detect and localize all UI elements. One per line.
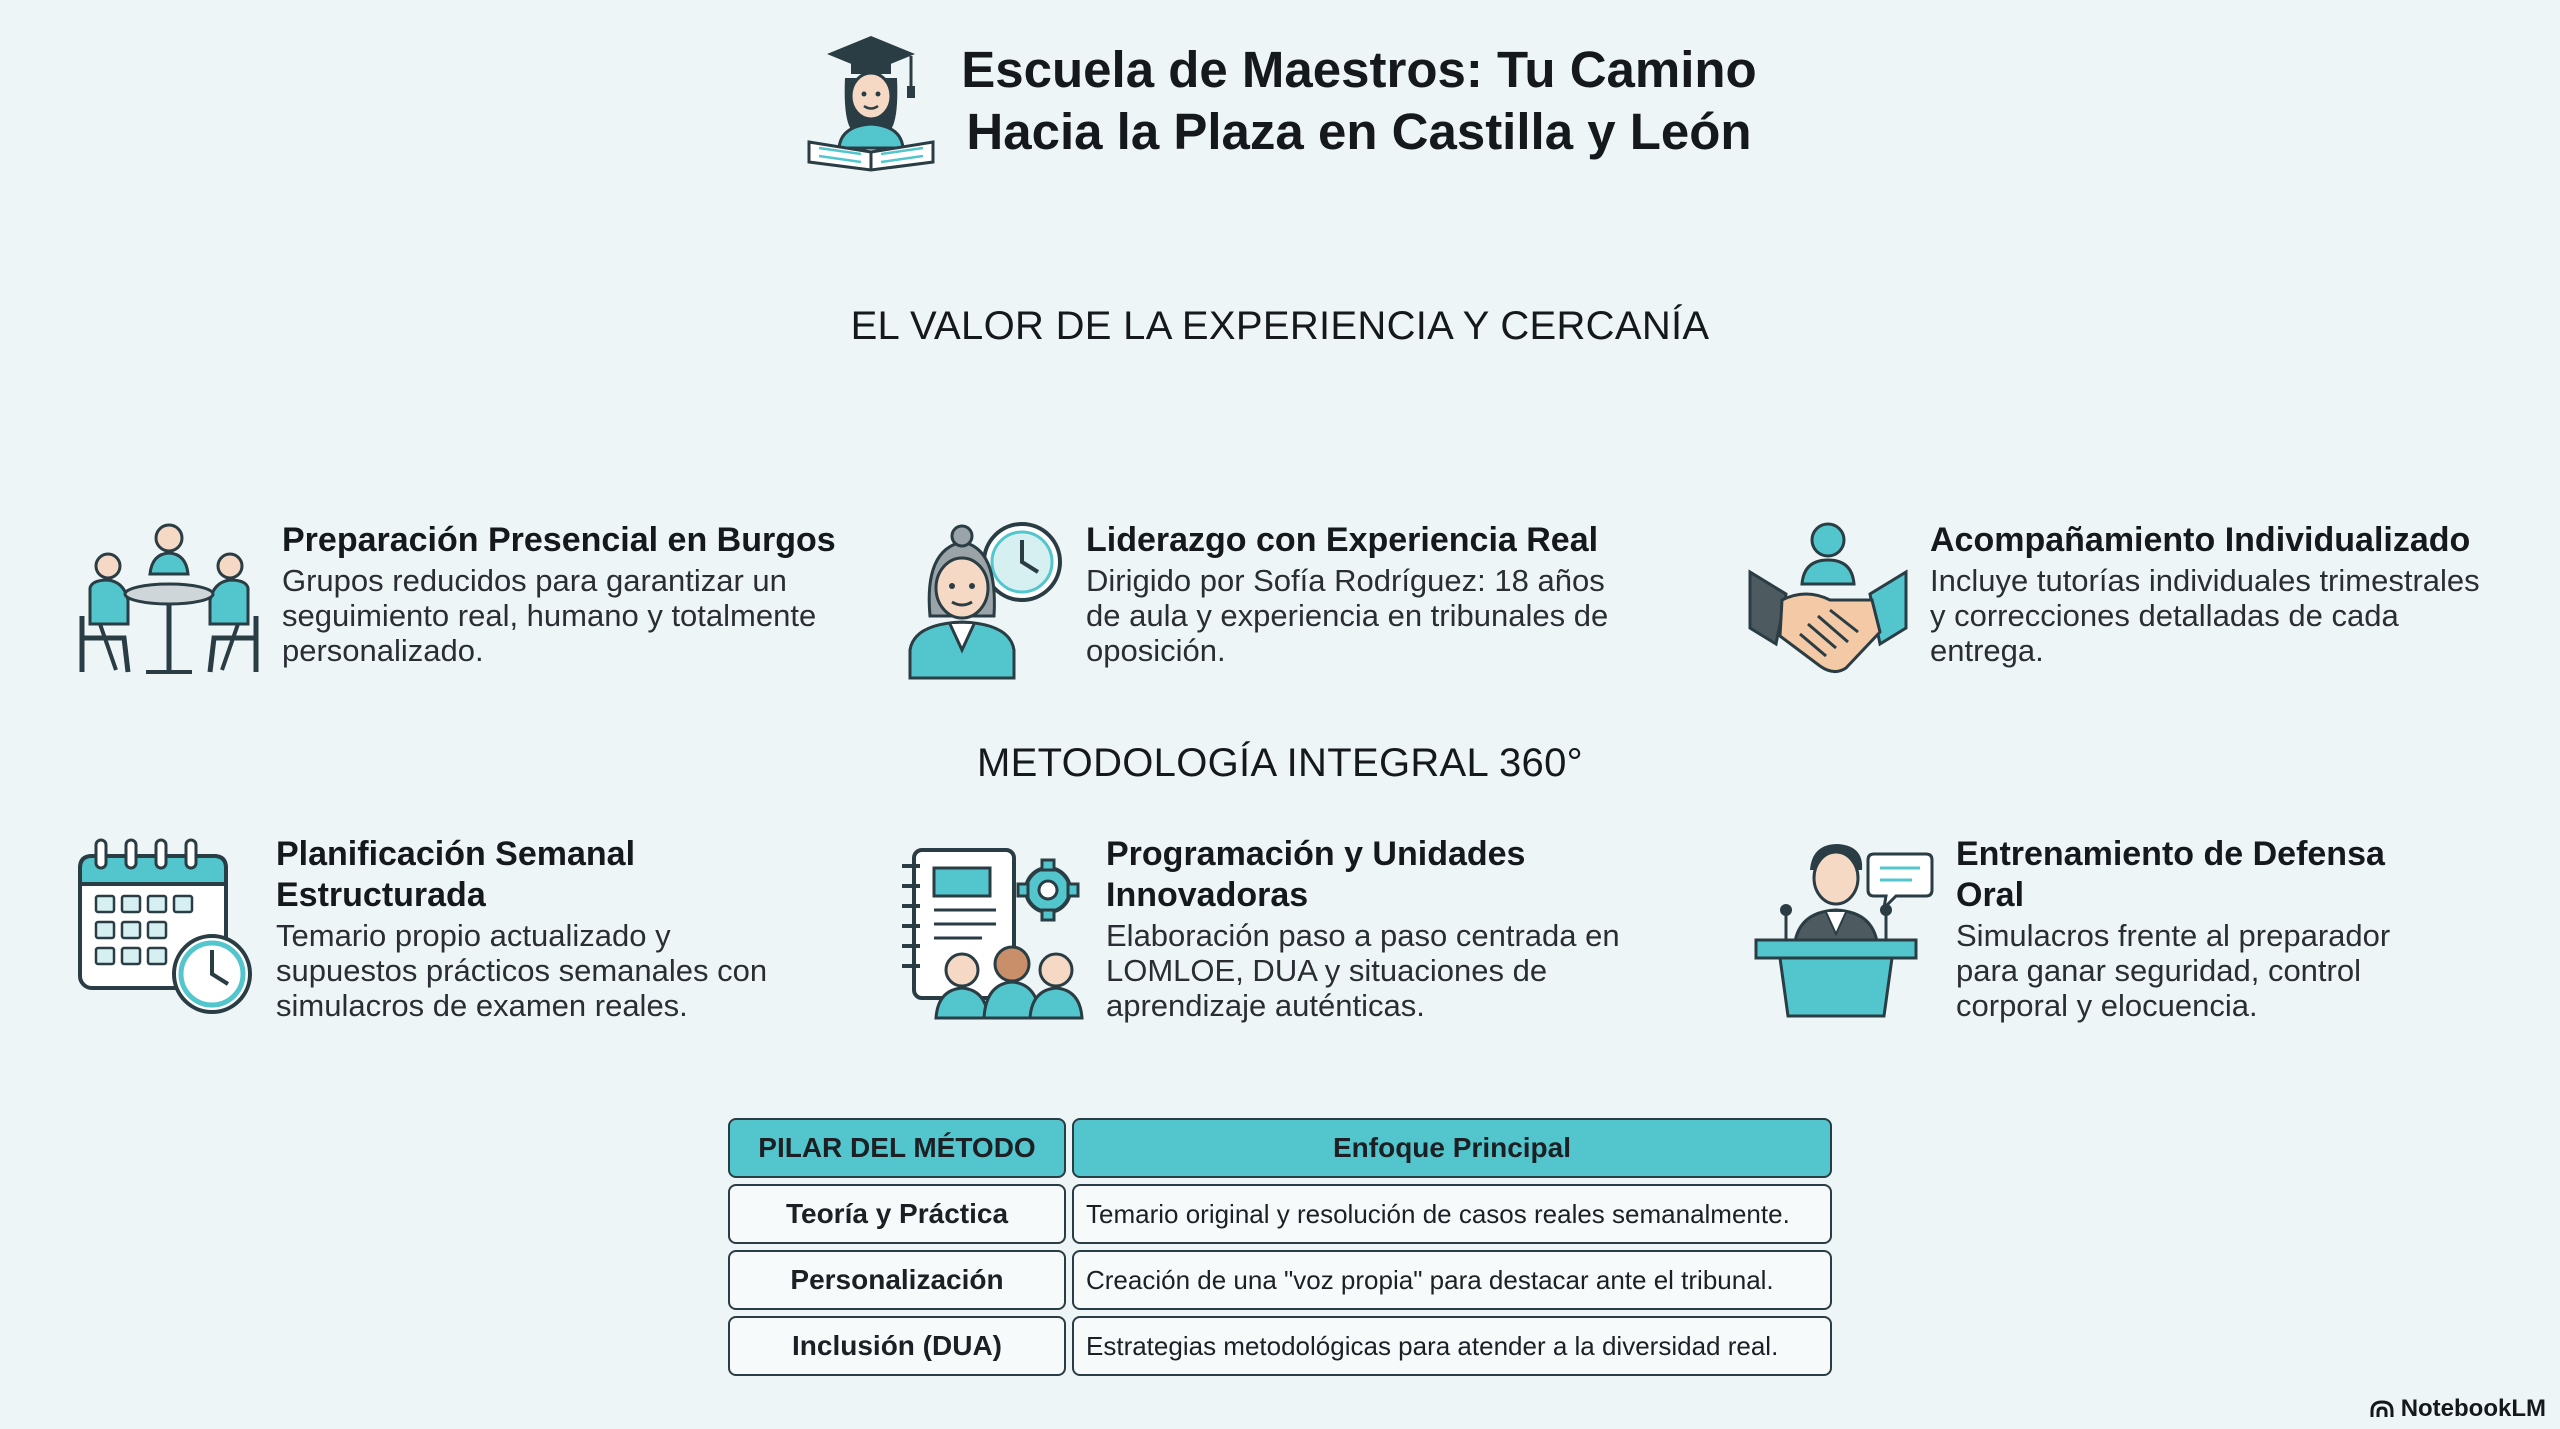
table-header-row — [728, 1118, 1832, 1178]
table-cell: Temario original y resolución de casos reales semanalmente. — [1072, 1184, 1832, 1244]
method-table — [728, 1118, 1832, 1382]
speaker-podium-icon — [1746, 834, 1936, 1020]
table-header-cell: PILAR DEL MÉTODO — [728, 1118, 1066, 1178]
page-title-line2: Hacia la Plaza en Castilla y León — [966, 103, 1752, 160]
table-cell: Teoría y Práctica — [728, 1184, 1066, 1244]
feature-title: Preparación Presencial en Burgos — [282, 521, 836, 559]
brand-label: NotebookLM — [2400, 1395, 2546, 1422]
brand-watermark — [2369, 1395, 2546, 1423]
feature-planificacion — [76, 834, 796, 1023]
table-row — [728, 1184, 1832, 1244]
page-title-line1: Escuela de Maestros: Tu Camino — [961, 41, 1757, 98]
feature-title: Liderazgo con Experiencia Real — [1086, 521, 1599, 559]
feature-title: Acompañamiento Individualizado — [1930, 521, 2471, 559]
table-header-cell: Enfoque Principal — [1072, 1118, 1832, 1178]
notebooklm-logo-icon — [2369, 1399, 2395, 1419]
calendar-clock-icon — [76, 834, 256, 1020]
handshake-icon — [1746, 520, 1910, 680]
table-cell: Creación de una "voz propia" para destacar ante el tribunal. — [1072, 1250, 1832, 1310]
table-cell: Inclusión (DUA) — [728, 1316, 1066, 1376]
feature-acompanamiento — [1746, 520, 2500, 680]
feature-title: Entrenamiento de Defensa Oral — [1956, 835, 2385, 914]
feature-description: Dirigido por Sofía Rodríguez: 18 años de aula y experiencia en tribunales de oposición. — [1086, 563, 1609, 668]
section-title-metodologia: METODOLOGÍA INTEGRAL 360° — [977, 741, 1583, 785]
feature-title: Planificación Semanal Estructurada — [276, 835, 636, 914]
teacher-clock-icon — [906, 520, 1066, 682]
feature-liderazgo — [906, 520, 1646, 682]
feature-description: Grupos reducidos para garantizar un seguimiento real, humano y totalmente personalizado. — [282, 563, 817, 668]
page-title — [961, 39, 1756, 163]
feature-title: Programación y Unidades Innovadoras — [1106, 835, 1526, 914]
graduate-reading-icon — [803, 30, 939, 172]
feature-defensa-oral — [1746, 834, 2456, 1023]
table-cell: Estrategias metodológicas para atender a la diversidad real. — [1072, 1316, 1832, 1376]
section-title-valor: EL VALOR DE LA EXPERIENCIA Y CERCANÍA — [850, 304, 1710, 348]
table-cell: Personalización — [728, 1250, 1066, 1310]
table-row — [728, 1250, 1832, 1310]
feature-programacion — [896, 834, 1636, 1023]
table-row — [728, 1316, 1832, 1376]
group-table-icon — [76, 520, 262, 682]
feature-description: Incluye tutorías individuales trimestrales y correcciones detalladas de cada entrega. — [1930, 563, 2480, 668]
feature-presencial — [76, 520, 836, 682]
notebook-gear-icon — [896, 834, 1086, 1022]
page-header — [0, 30, 2560, 172]
feature-description: Temario propio actualizado y supuestos prácticos semanales con simulacros de examen reales. — [276, 918, 768, 1023]
feature-description: Elaboración paso a paso centrada en LOMLOE, DUA y situaciones de aprendizaje auténticas. — [1106, 918, 1620, 1023]
feature-description: Simulacros frente al preparador para ganar seguridad, control corporal y elocuencia. — [1956, 918, 2391, 1023]
